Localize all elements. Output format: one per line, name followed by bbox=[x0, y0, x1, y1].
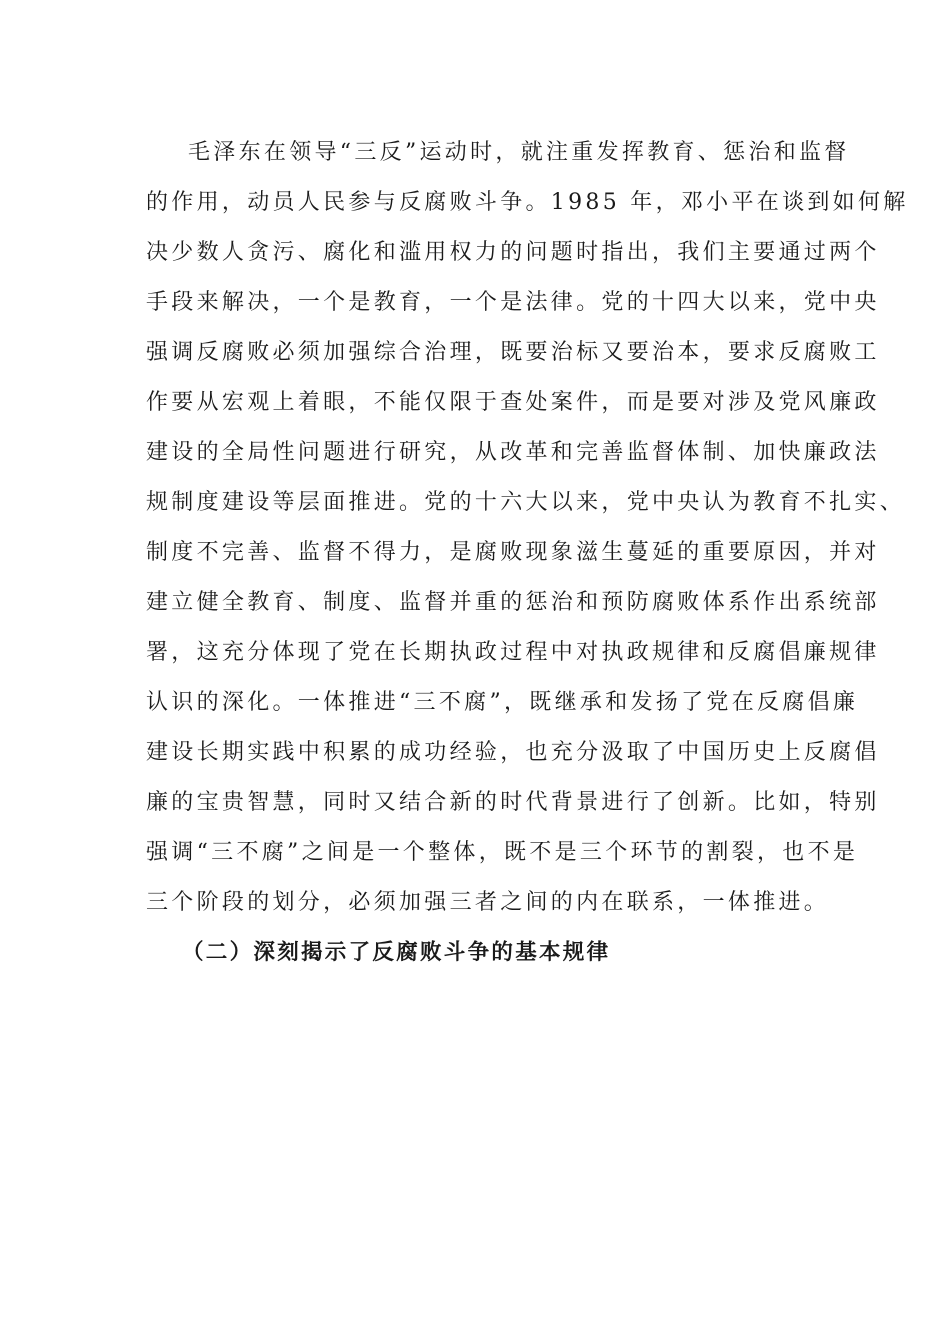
paragraph-line: 决少数人贪污、腐化和滥用权力的问题时指出，我们主要通过两个 bbox=[146, 240, 880, 265]
paragraph-line: 的作用，动员人民参与反腐败斗争。1985 年，邓小平在谈到如何解 bbox=[146, 190, 909, 215]
paragraph-line: 建立健全教育、制度、监督并重的惩治和预防腐败体系作出系统部 bbox=[146, 590, 880, 615]
paragraph-line: 制度不完善、监督不得力，是腐败现象滋生蔓延的重要原因，并对 bbox=[146, 540, 880, 565]
paragraph-line: 建设的全局性问题进行研究，从改革和完善监督体制、加快廉政法 bbox=[146, 440, 880, 465]
paragraph-line: 强调“三不腐”之间是一个整体，既不是三个环节的割裂，也不是 bbox=[146, 840, 859, 865]
paragraph-line: 廉的宝贵智慧，同时又结合新的时代背景进行了创新。比如，特别 bbox=[146, 790, 880, 815]
paragraph-line: 强调反腐败必须加强综合治理，既要治标又要治本，要求反腐败工 bbox=[146, 340, 880, 365]
paragraph-line: 规制度建设等层面推进。党的十六大以来，党中央认为教育不扎实、 bbox=[146, 490, 906, 515]
paragraph-line: 认识的深化。一体推进“三不腐”，既继承和发扬了党在反腐倡廉 bbox=[146, 690, 859, 715]
paragraph-line: 三个阶段的划分，必须加强三者之间的内在联系，一体推进。 bbox=[146, 890, 830, 915]
paragraph-line: 建设长期实践中积累的成功经验，也充分汲取了中国历史上反腐倡 bbox=[146, 740, 880, 765]
section-heading: （二）深刻揭示了反腐败斗争的基本规律 bbox=[182, 940, 611, 965]
paragraph-line: 作要从宏观上着眼，不能仅限于查处案件，而是要对涉及党风廉政 bbox=[146, 390, 880, 415]
paragraph-line: 毛泽东在领导“三反”运动时，就注重发挥教育、惩治和监督 bbox=[188, 140, 850, 165]
paragraph-line: 署，这充分体现了党在长期执政过程中对执政规律和反腐倡廉规律 bbox=[146, 640, 880, 665]
body-text bbox=[146, 128, 909, 978]
paragraph-line: 手段来解决，一个是教育，一个是法律。党的十四大以来，党中央 bbox=[146, 290, 880, 315]
